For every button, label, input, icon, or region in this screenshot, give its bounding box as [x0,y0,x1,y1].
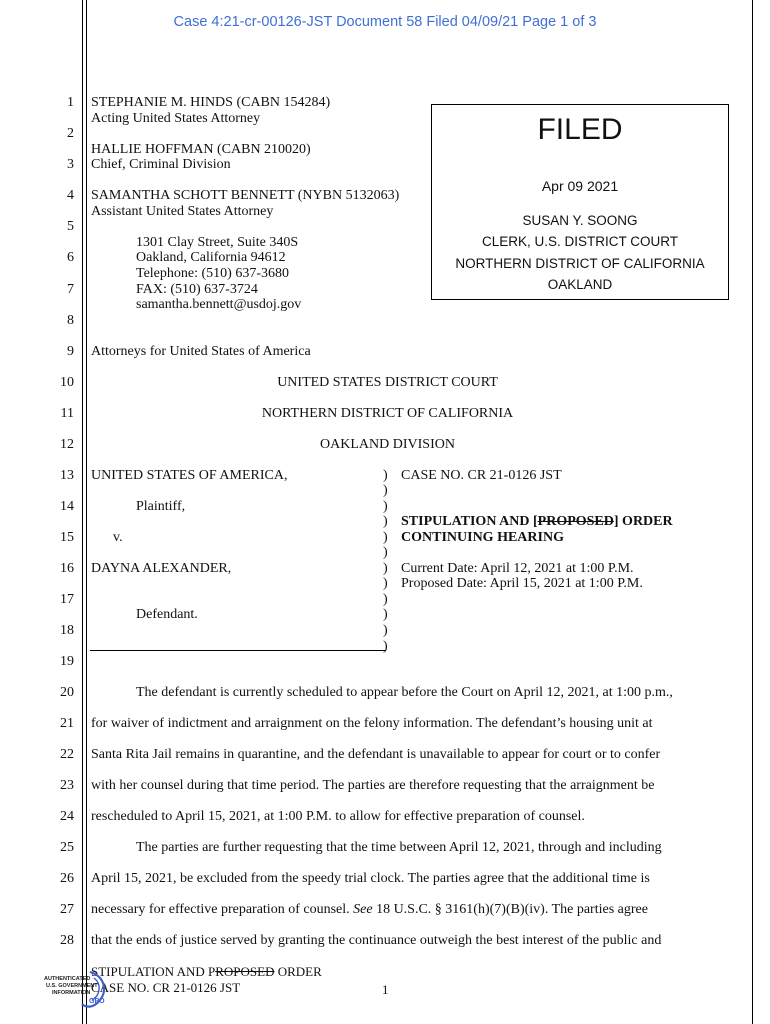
body-line: The parties are further requesting that the time between April 12, 2021, through and including [136,840,662,855]
line-number: 17 [60,592,74,607]
line-number: 13 [60,468,74,483]
line-number: 27 [60,902,74,917]
defendant-role: Defendant. [136,607,198,622]
filed-stamp-date: Apr 09 2021 [541,178,619,194]
line-number: 22 [60,747,74,762]
line-number: 4 [67,188,74,203]
page-number: 1 [382,982,389,997]
left-margin-rule-inner [86,0,87,1024]
line-number: 21 [60,716,74,731]
attorneys-for: Attorneys for United States of America [91,344,311,359]
line-number: 5 [67,219,74,234]
line-number: 20 [60,685,74,700]
paren: ) [383,592,388,607]
line-number: 24 [60,809,74,824]
line-number: 9 [67,344,74,359]
plaintiff-role: Plaintiff, [136,499,186,514]
line-number: 11 [60,406,74,421]
counsel-title-3: Assistant United States Attorney [91,204,274,219]
seal-text: INFORMATION [52,990,91,996]
body-line: that the ends of justice served by granting the continuance outweigh the best interest of the public and [91,933,662,948]
counsel-title-2: Chief, Criminal Division [91,157,231,172]
paren: ) [383,545,388,560]
line-number: 26 [60,871,74,886]
counsel-name-3: SAMANTHA SCHOTT BENNETT (NYBN 5132063) [91,188,400,203]
body-line: Santa Rita Jail remains in quarantine, and the defendant is unavailable to appear for court or to confer [91,747,661,762]
address-line-2: Oakland, California 94612 [136,250,286,265]
clerk-name: SUSAN Y. SOONG [522,213,638,228]
title-part: STIPULATION AND [ [401,514,538,529]
title-struck: PROPOSED [537,514,614,529]
body-line: rescheduled to April 15, 2021, at 1:00 P.M. to allow for effective preparation of counsel. [91,809,585,824]
body-line: April 15, 2021, be excluded from the speedy trial clock. The parties agree that the additional time is [91,871,650,886]
seal-text: AUTHENTICATED [44,976,91,982]
line-number: 7 [67,282,74,297]
footer-title-struck: ROPOSED [215,964,275,979]
line-number: 18 [60,623,74,638]
proposed-date: Proposed Date: April 15, 2021 at 1:00 P.M. [401,576,643,591]
footer-case-number: CASE NO. CR 21-0126 JST [91,980,241,995]
text-run-italic: See [353,902,373,917]
court-name: UNITED STATES DISTRICT COURT [277,375,498,390]
court-division: OAKLAND DIVISION [320,437,455,452]
paren: ) [383,483,388,498]
document-title [401,514,673,530]
counsel-name-2: HALLIE HOFFMAN (CABN 210020) [91,142,311,157]
line-number: 8 [67,313,74,328]
paren: ) [383,607,388,622]
line-number: 12 [60,437,74,452]
paren: ) [383,623,388,638]
right-margin-rule [752,0,753,1024]
seal-text: U.S. GOVERNMENT [46,983,98,989]
body-line: for waiver of indictment and arraignment on the felony information. The defendant’s housing unit at [91,716,653,731]
clerk-district: NORTHERN DISTRICT OF CALIFORNIA [455,256,705,271]
paren: ) [383,499,388,514]
title-part: ] ORDER [613,514,673,529]
address-line-1: 1301 Clay Street, Suite 340S [136,235,299,250]
seal-text: GPO [89,998,105,1005]
filed-stamp [431,104,729,300]
paren: ) [383,639,388,654]
fax: FAX: (510) 637-3724 [136,282,258,297]
clerk-division: OAKLAND [547,277,613,292]
line-number: 2 [67,126,74,141]
paren: ) [383,514,388,529]
case-number: CASE NO. CR 21-0126 JST [401,468,562,483]
caption-rule [90,650,386,651]
defendant-name: DAYNA ALEXANDER, [91,561,232,576]
court-district: NORTHERN DISTRICT OF CALIFORNIA [261,406,514,421]
line-number: 15 [60,530,74,545]
line-number: 16 [60,561,74,576]
line-number: 25 [60,840,74,855]
footer-title-part: ORDER [274,964,322,979]
line-number: 28 [60,933,74,948]
line-number: 1 [67,95,74,110]
telephone: Telephone: (510) 637-3680 [136,266,289,281]
current-date: Current Date: April 12, 2021 at 1:00 P.M. [401,561,634,576]
left-margin-rule-outer [82,0,83,1024]
line-number: 10 [60,375,74,390]
counsel-title-1: Acting United States Attorney [91,111,261,126]
body-line: The defendant is currently scheduled to appear before the Court on April 12, 2021, at 1:00 p.m., [136,685,673,700]
filed-stamp-title: FILED [537,113,623,146]
body-line: with her counsel during that time period. The parties are therefore requesting that the arraignment be [91,778,655,793]
line-number: 14 [60,499,74,514]
footer-title-part: STIPULATION AND P [91,964,216,979]
paren: ) [383,468,388,483]
paren: ) [383,561,388,576]
line-number: 3 [67,157,74,172]
clerk-title: CLERK, U.S. DISTRICT COURT [481,234,679,249]
text-run: 18 U.S.C. § 3161(h)(7)(B)(iv). The parties agree [372,902,648,917]
plaintiff-name: UNITED STATES OF AMERICA, [91,468,288,483]
versus: v. [113,530,123,545]
paren: ) [383,530,388,545]
case-header: Case 4:21-cr-00126-JST Document 58 Filed 04/09/21 Page 1 of 3 [173,14,597,30]
line-number: 23 [60,778,74,793]
line-number: 6 [67,250,74,265]
body-line [91,902,648,918]
text-run: necessary for effective preparation of counsel. [91,902,354,917]
footer-title [91,964,322,980]
email: samantha.bennett@usdoj.gov [136,297,302,312]
paren: ) [383,576,388,591]
document-title-line-2: CONTINUING HEARING [401,530,564,545]
counsel-name-1: STEPHANIE M. HINDS (CABN 154284) [91,95,331,110]
line-number: 19 [60,654,74,669]
